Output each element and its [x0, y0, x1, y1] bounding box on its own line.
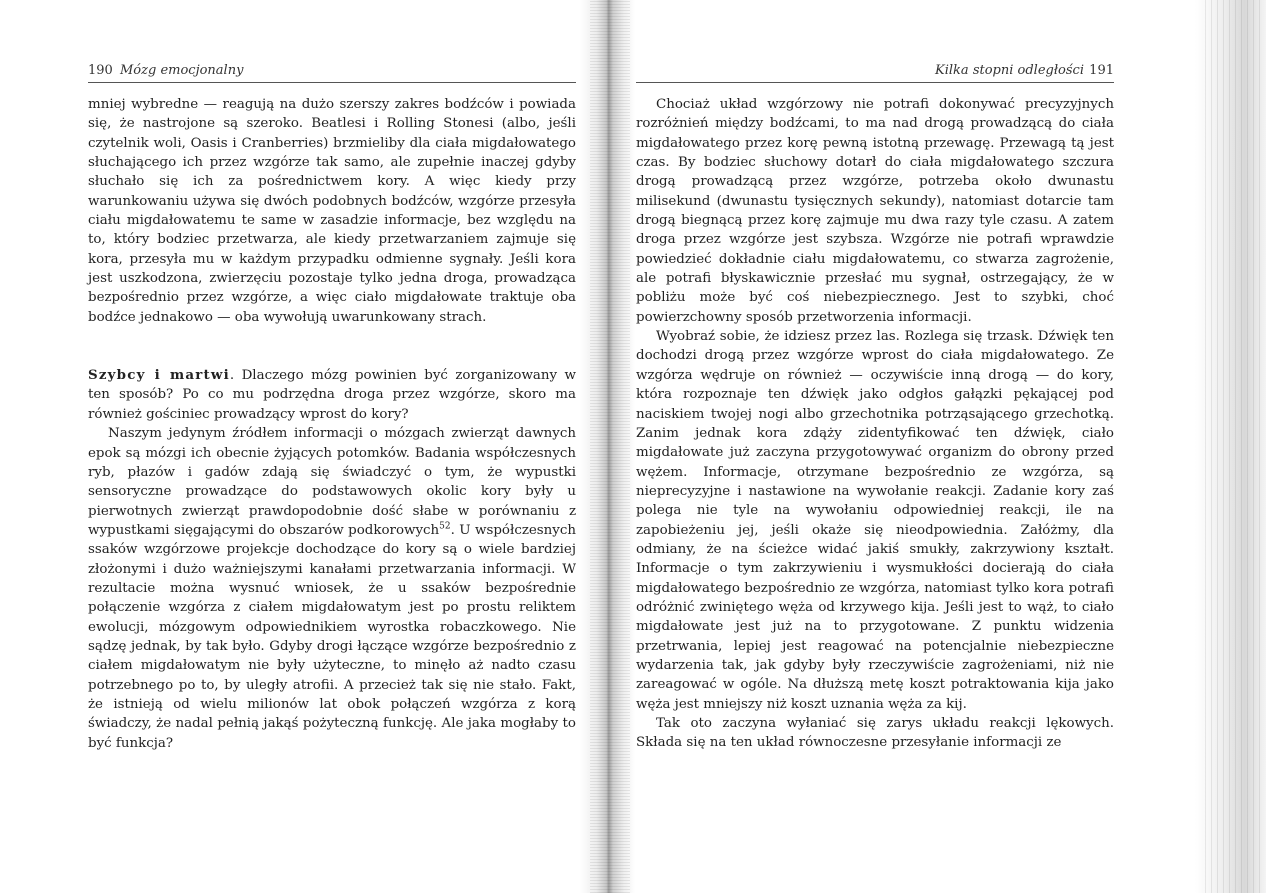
gutter-texture: [590, 0, 630, 893]
section-gap: [88, 327, 576, 366]
left-paragraph-1: mniej wybredne — reagują na dużo szerszy zakres bodźców i powiada się, że nastrojone są szeroko. Beatlesi i Rolling Stonesi (albo, jeśli czytelnik woli, Oasis i Cranberries) brzmieliby dla ciała migdałowatego słuchającego ich przez wzgórze tak samo, ale zupełnie inaczej gdyby słuchało się ich za pośrednictwem kory. A więc kiedy przy warunkowaniu używa się dwóch podobnych bodźców, wzgórze przesyła ciału migdałowatemu te same w zasadzie informacje, bez względu na to, który bodziec przetwarza, ale kiedy przetwarzaniem zajmuje się kora, przesyła mu w każdym przypadku odmienne sygnały. Jeśli kora jest uszkodzona, zwierzęciu pozostaje tylko jedna droga, prowadząca bezpośrednio przez wzgórze, a więc ciało migdałowate traktuje oba bodźce jednakowo — oba wywołują uwarunkowany strach.: [88, 97, 576, 325]
left-paragraph-3-part-1: Naszym jedynym źródłem informacji o mózgach zwierząt dawnych epok są mózgi ich obecnie żyjących potomków. Badania współczesnych ryb, płazów i gadów zdają się świadczyć o tym, że wypustki sensoryczne prowadzące do podstawowych okolic kory były u pierwotnych zwierząt prawdopodobnie dość słabe w porównaniu z wypustkami sięgającymi do obszarów podkorowych: [88, 426, 576, 538]
left-paragraph-3: [88, 424, 576, 753]
left-page: [88, 62, 576, 753]
section-intro: . Dlaczego mózg powinien być zorganizowany w ten sposób? Po co mu podrzędna droga przez wzgórze, skoro ma również gościniec prowadzący wprost do kory?: [88, 368, 576, 422]
footnote-ref: 52: [439, 521, 451, 532]
page-edge-texture: [1205, 0, 1260, 893]
right-paragraph-2: Wyobraź sobie, że idziesz przez las. Rozlega się trzask. Dźwięk ten dochodzi drogą przez wzgórze wprost do ciała migdałowatego. Ze wzgórza wędruje on również — oczywiście inną drogą — do kory, która rozpoznaje ten dźwięk jako odgłos gałązki pękającej pod naciskiem twojej nogi albo grzechotnika potrząsającego grzechotką. Zanim jednak kora zdąży zidentyfikować ten dźwięk, ciało migdałowate już zaczyna przygotowywać organizm do obrony przed wężem. Informacje, otrzymane bezpośrednio ze wzgórza, są nieprecyzyjne i nastawione na wywołanie reakcji. Zadanie kory zaś polega nie tyle na wywołaniu odpowiedniej reakcji, ile na zapobieżeniu jej, jeśli okaże się nieodpowiednia. Załóżmy, dla odmiany, że na ścieżce widać jakiś smukły, zakrzywiony kształt. Informacje o tym zakrzywieniu i wysmukłości docierają do ciała migdałowatego bezpośrednio ze wzgórza, natomiast tylko kora potrafi odróżnić zwiniętego węża od krzywego kija. Jeśli jest to wąż, to ciało migdałowate jest już na to przygotowane. Z punktu widzenia przetrwania, lepiej jest reagować na potencjalnie niebezpieczne wydarzenia tak, jak gdyby były rzeczywiście zagrożeniami, niż nie zareagować w ogóle. Na dłuższą metę koszt potraktowania kija jako węża jest mniejszy niż koszt uznania węża za kij.: [636, 329, 1114, 712]
right-page: [636, 62, 1114, 753]
section-heading: Szybcy i martwi: [88, 367, 230, 384]
left-page-number: 190: [88, 63, 113, 78]
right-running-title: Kilka stopni odległości: [935, 63, 1084, 78]
right-paragraph-1: Chociaż układ wzgórzowy nie potrafi dokonywać precyzyjnych rozróżnień między bodźcami, to ma nad drogą prowadzącą do ciała migdałowatego przez korę pewną istotną przewagę. Przewagą tą jest czas. By bodziec słuchowy dotarł do ciała migdałowatego szczura drogą prowadzącą przez wzgórze, potrzeba około dwunastu milisekund (dwunastu tysięcznych sekundy), natomiast dotarcie tam drogą biegnącą przez korę zajmuje mu dwa razy tyle czasu. A zatem droga przez wzgórze jest szybsza. Wzgórze nie potrafi wprawdzie powiedzieć dokładnie ciału migdałowatemu, co stwarza zagrożenie, ale potrafi błyskawicznie przesłać mu sygnał, ostrzegający, że w pobliżu może być coś niebezpiecznego. Jest to szybki, choć powierzchowny sposób przetworzenia informacji.: [636, 97, 1114, 325]
left-paragraph-2: [88, 366, 576, 424]
right-paragraph-3: Tak oto zaczyna wyłaniać się zarys układu reakcji lękowych. Składa się na ten układ równoczesne przesyłanie informacji ze: [636, 716, 1114, 751]
right-page-number: 191: [1089, 63, 1114, 78]
right-running-head: [636, 62, 1114, 83]
left-running-title: Mózg emocjonalny: [120, 63, 244, 78]
left-paragraph-3-part-2: . U współczesnych ssaków wzgórzowe projekcje dochodzące do kory są o wiele bardziej złożonymi i dużo ważniejszymi kanałami przetwarzania informacji. W rezultacie można wysnuć wniosek, że u ssaków bezpośrednie połączenie wzgórza z ciałem migdałowatym jest po prostu reliktem ewolucji, mózgowym odpowiednikiem wyrostka robaczkowego. Nie sądzę jednak, by tak było. Gdyby drogi łączące wzgórze bezpośrednio z ciałem migdałowatym nie były użyteczne, to minęło aż nadto czasu potrzebnego po to, by uległy atrofii. A przecież tak się nie stało. Fakt, że istnieją od wielu milionów lat obok połączeń wzgórza z korą świadczy, że nadal pełnią jakąś pożyteczną funkcję. Ale jaka mogłaby to być funkcja?: [88, 522, 576, 751]
left-running-head: [88, 62, 576, 83]
